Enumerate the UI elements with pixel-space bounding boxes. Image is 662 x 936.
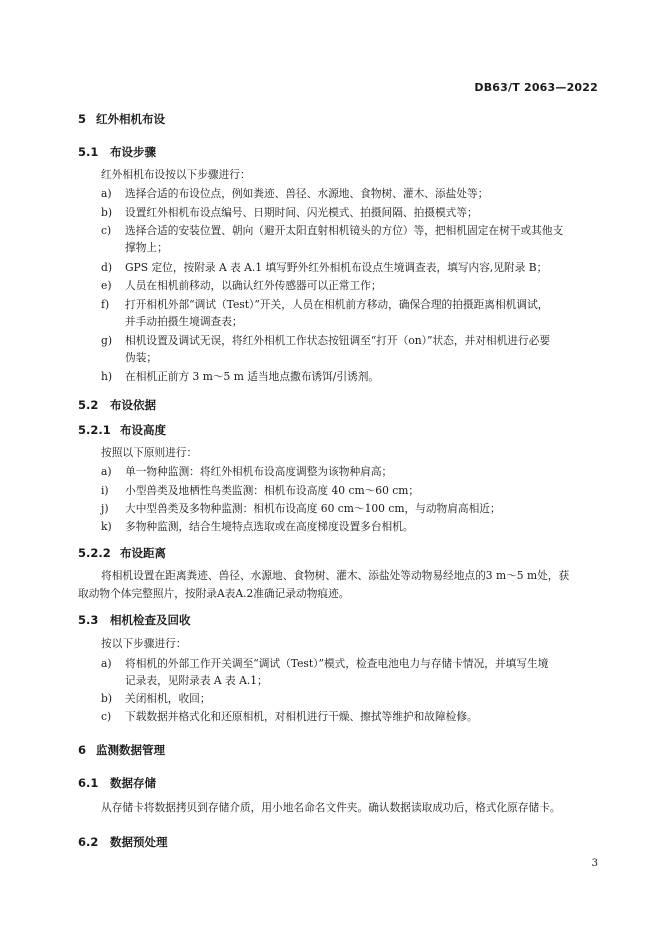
body-paragraph-continuation: 取动物个体完整照片，按附录A表A.2准确记录动物痕迹。 (78, 587, 350, 600)
section-6-heading (78, 742, 165, 758)
list-item: c) 下载数据并格式化和还原相机，对相机进行干燥、擦拭等维护和故障检修。 (101, 710, 478, 723)
body-paragraph: 将相机设置在距离粪迹、兽径、水源地、食物树、灌木、添盐处等动物易经地点的3 m～5 m处，获 (101, 569, 570, 582)
list-item: k) 多物种监测，结合生境特点选取或在高度梯度设置多台相机。 (101, 520, 414, 533)
list-item: f) 打开相机外部“调试（Test）”开关，人员在相机前方移动，确保合理的拍摄距离相机调试， (101, 298, 549, 311)
intro-paragraph: 按照以下原则进行： (101, 446, 198, 459)
intro-paragraph: 红外相机布设按以下步骤进行： (101, 168, 251, 181)
list-item-continuation: 撑物上； (125, 241, 168, 254)
list-item: a) 选择合适的布设位点，例如粪迹、兽径、水源地、食物树、灌木、添盐处等； (101, 187, 489, 200)
list-item: e) 人员在相机前移动，以确认红外传感器可以正常工作； (101, 279, 382, 292)
section-6-2-heading (78, 834, 168, 850)
list-item-continuation: 记录表，见附录表 A 表 A.1； (125, 674, 268, 687)
section-5-2-2-heading (78, 545, 166, 561)
section-title: 监测数据管理 (96, 743, 165, 757)
section-5-3-heading (78, 612, 191, 628)
section-number: 5.2.1 (78, 423, 111, 437)
section-5-2-heading (78, 397, 156, 413)
section-title: 红外相机布设 (96, 112, 165, 126)
list-item: h) 在相机正前方 3 m～5 m 适当地点撒布诱饵/引诱剂。 (101, 370, 380, 383)
section-6-1-heading (78, 775, 156, 791)
section-5-1-heading (78, 144, 156, 160)
list-item: c) 选择合适的安装位置、朝向（避开太阳直射相机镜头的方位）等，把相机固定在树干或其他支 (101, 224, 564, 237)
list-item: i) 小型兽类及地栖性鸟类监测：相机布设高度 40 cm～60 cm； (101, 484, 420, 497)
section-number: 5 (78, 112, 87, 126)
list-item: b) 设置红外相机布设点编号、日期时间、闪光模式、拍摄间隔、拍摄模式等； (101, 206, 478, 219)
list-item: b) 关闭相机，收回； (101, 692, 211, 705)
list-item: d) GPS 定位，按附录 A 表 A.1 填写野外红外相机布设点生境调查表，填写内容,见附录 B； (101, 261, 548, 274)
section-title: 数据预处理 (110, 835, 168, 849)
section-number: 5.3 (78, 613, 99, 627)
document-code-header: DB63/T 2063—2022 (474, 81, 598, 94)
section-number: 6 (78, 743, 87, 757)
list-item: a) 单一物种监测：将红外相机布设高度调整为该物种肩高； (101, 465, 393, 478)
section-number: 6.1 (78, 776, 99, 790)
section-5-heading (78, 111, 165, 127)
section-5-2-1-heading (78, 422, 166, 438)
list-item-continuation: 并手动拍摄生境调查表； (125, 315, 243, 328)
section-title: 布设距离 (120, 546, 166, 560)
intro-paragraph: 按以下步骤进行： (101, 637, 187, 650)
section-number: 5.2.2 (78, 546, 111, 560)
section-title: 数据存储 (110, 776, 156, 790)
list-item: j) 大中型兽类及多物种监测：相机布设高度 60 cm～100 cm，与动物肩高相近； (101, 502, 501, 515)
section-number: 5.1 (78, 145, 99, 159)
section-title: 布设步骤 (110, 145, 156, 159)
section-title: 布设依据 (110, 398, 156, 412)
page-number: 3 (591, 858, 598, 869)
list-item: a) 将相机的外部工作开关调至“调试（Test）”模式，检查电池电力与存储卡情况，并填写生境 (101, 657, 549, 670)
section-number: 6.2 (78, 835, 99, 849)
list-item-continuation: 伪装； (125, 351, 158, 364)
body-paragraph: 从存储卡将数据拷贝到存储介质，用小地名命名文件夹。确认数据读取成功后，格式化原存储卡。 (101, 801, 561, 814)
section-number: 5.2 (78, 398, 99, 412)
section-title: 布设高度 (120, 423, 166, 437)
list-item: g) 相机设置及调试无误，将红外相机工作状态按钮调至“打开（on）”状态，并对相机进行必要 (101, 334, 551, 347)
section-title: 相机检查及回收 (110, 613, 191, 627)
